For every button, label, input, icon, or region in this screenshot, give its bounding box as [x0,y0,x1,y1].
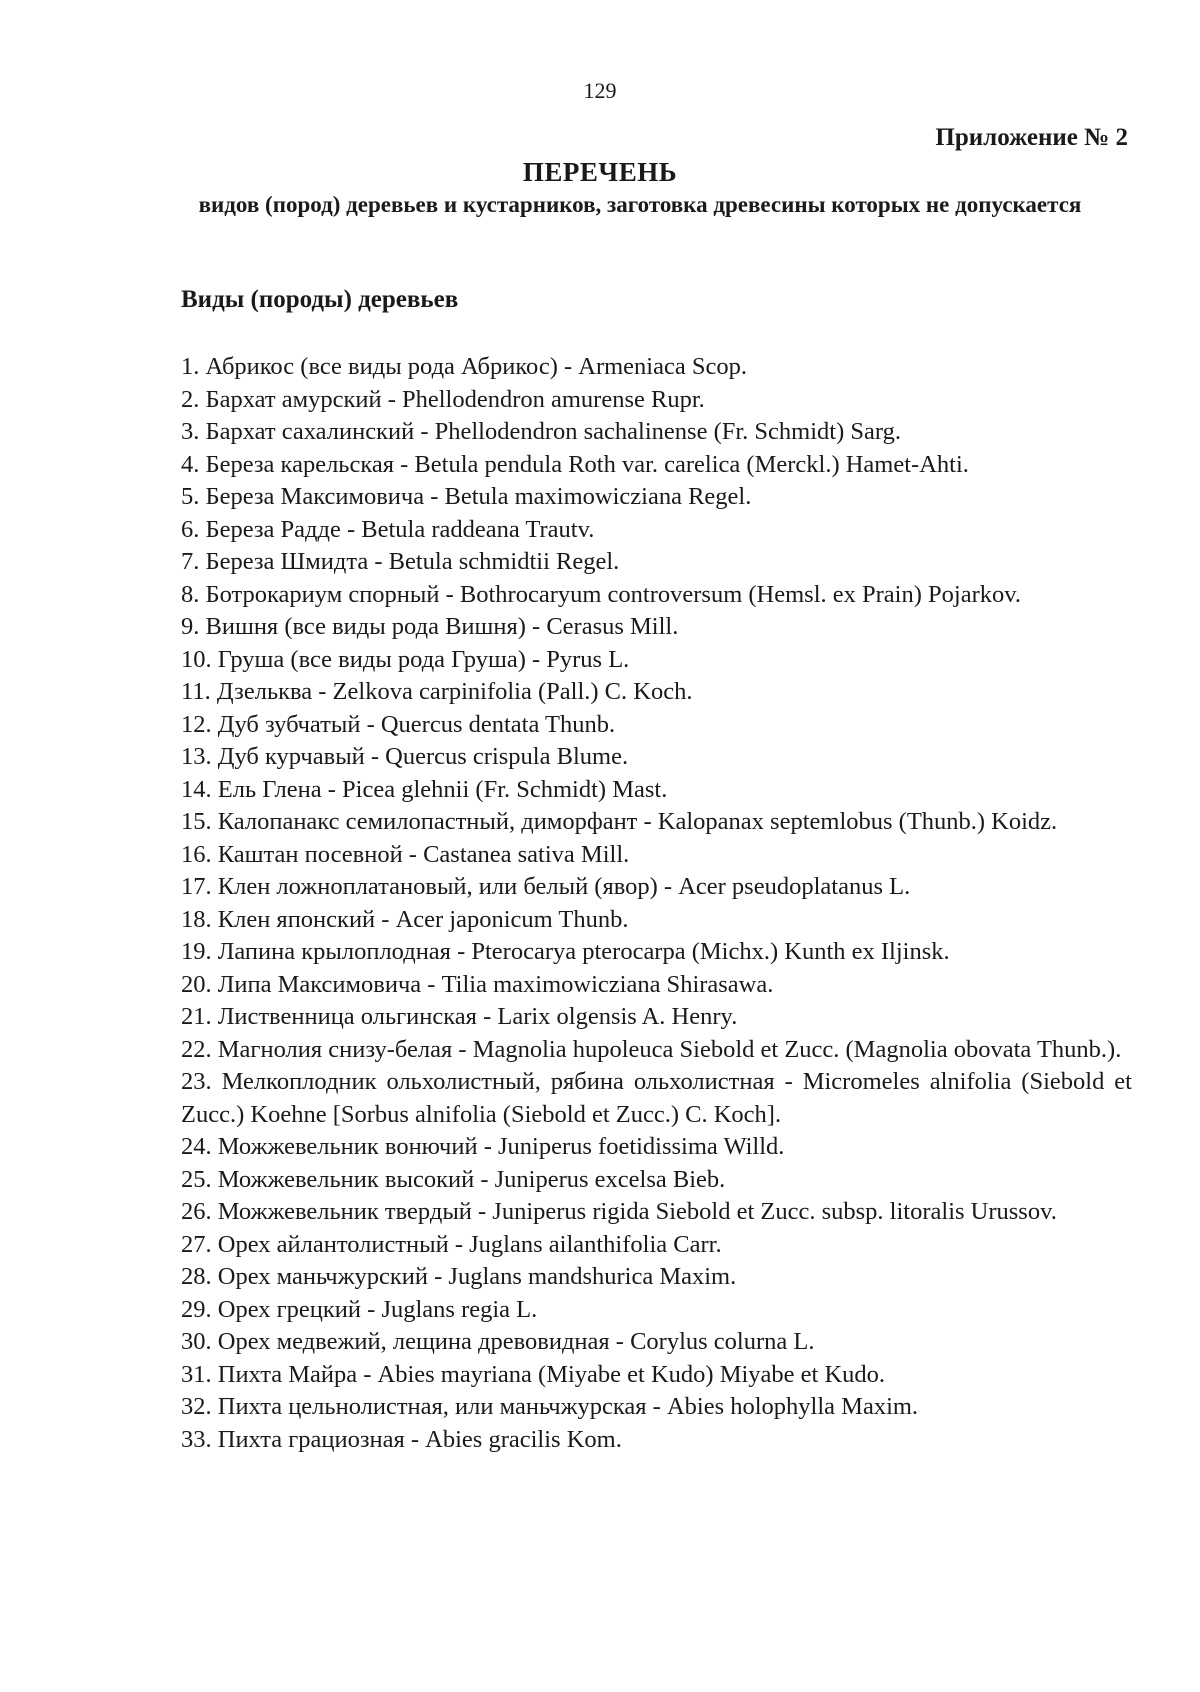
list-item: 29. Орех грецкий - Juglans regia L. [181,1295,538,1323]
list-item: 5. Береза Максимовича - Betula maximowicziana Regel. [181,483,752,510]
list-item: 17. Клен ложноплатановый, или белый (явор) - Acer pseudoplatanus L. [181,873,911,900]
list-item: 19. Лапина крылоплодная - Pterocarya pterocarpa (Michx.) Kunth ex Iljinsk. [181,938,950,965]
list-item: 33. Пихта грациозная - Abies gracilis Kom. [181,1425,622,1453]
list-item: 4. Береза карельская - Betula pendula Roth var. carelica (Merckl.) Hamet-Ahti. [181,450,969,478]
list-item: 27. Орех айлантолистный - Juglans ailanthifolia Carr. [181,1230,722,1258]
document-subtitle: видов (пород) деревьев и кустарников, заготовка древесины которых не допускается [198,192,1082,217]
list-item: 30. Орех медвежий, лещина древовидная - Corylus colurna L. [181,1328,815,1355]
list-item: 25. Можжевельник высокий - Juniperus excelsa Bieb. [181,1165,726,1193]
list-item: 23. Мелкоплодник ольхолистный, рябина ольхолистная - Micromeles alnifolia (Siebold et Zucc.) Koehne [Sorbus alnifolia (Siebold et Zucc.) C. Koch]. [181,1068,1132,1128]
page-number: 129 [583,78,617,103]
list-item: 32. Пихта цельнолистная, или маньчжурская - Abies holophylla Maxim. [181,1393,919,1420]
list-item: 13. Дуб курчавый - Quercus crispula Blume. [181,743,629,770]
list-item: 31. Пихта Майра - Abies mayriana (Miyabe et Kudo) Miyabe et Kudo. [181,1360,886,1388]
list-item: 18. Клен японский - Acer japonicum Thunb. [181,905,629,933]
list-item: 22. Магнолия снизу-белая - Magnolia hupoleuca Siebold et Zucc. (Magnolia obovata Thunb.). [181,1035,1122,1063]
list-item: 10. Груша (все виды рода Груша) - Pyrus L. [181,645,630,673]
list-item: 15. Калопанакс семилопастный, диморфант - Kalopanax septemlobus (Thunb.) Koidz. [181,808,1058,835]
list-item: 6. Береза Радде - Betula raddeana Trautv. [181,515,595,543]
list-item: 12. Дуб зубчатый - Quercus dentata Thunb. [181,710,616,738]
document-title: ПЕРЕЧЕНЬ [522,157,678,187]
list-item: 26. Можжевельник твердый - Juniperus rigida Siebold et Zucc. subsp. litoralis Urussov. [181,1198,1057,1225]
list-item: 3. Бархат сахалинский - Phellodendron sachalinense (Fr. Schmidt) Sarg. [181,418,901,445]
species-list [181,351,1132,1456]
list-item: 21. Лиственница ольгинская - Larix olgensis A. Henry. [181,1003,738,1030]
list-item: 11. Дзельква - Zelkova carpinifolia (Pall.) C. Koch. [181,678,693,705]
list-item: 20. Липа Максимовича - Tilia maximowicziana Shirasawa. [181,970,774,998]
list-item: 24. Можжевельник вонючий - Juniperus foetidissima Willd. [181,1133,785,1160]
list-item: 7. Береза Шмидта - Betula schmidtii Regel. [181,548,620,575]
list-item: 2. Бархат амурский - Phellodendron amurense Rupr. [181,385,705,413]
appendix-label: Приложение № 2 [935,124,1128,151]
list-item: 1. Абрикос (все виды рода Абрикос) - Armeniaca Scop. [181,353,747,380]
list-item: 16. Каштан посевной - Castanea sativa Mill. [181,840,630,868]
list-item: 9. Вишня (все виды рода Вишня) - Cerasus Mill. [181,613,679,640]
list-item: 14. Ель Глена - Picea glehnii (Fr. Schmidt) Mast. [181,775,668,803]
list-item: 8. Ботрокариум спорный - Bothrocaryum controversum (Hemsl. ex Prain) Pojarkov. [181,580,1022,608]
section-heading: Виды (породы) деревьев [181,286,459,313]
list-item: 28. Орех маньчжурский - Juglans mandshurica Maxim. [181,1263,737,1290]
